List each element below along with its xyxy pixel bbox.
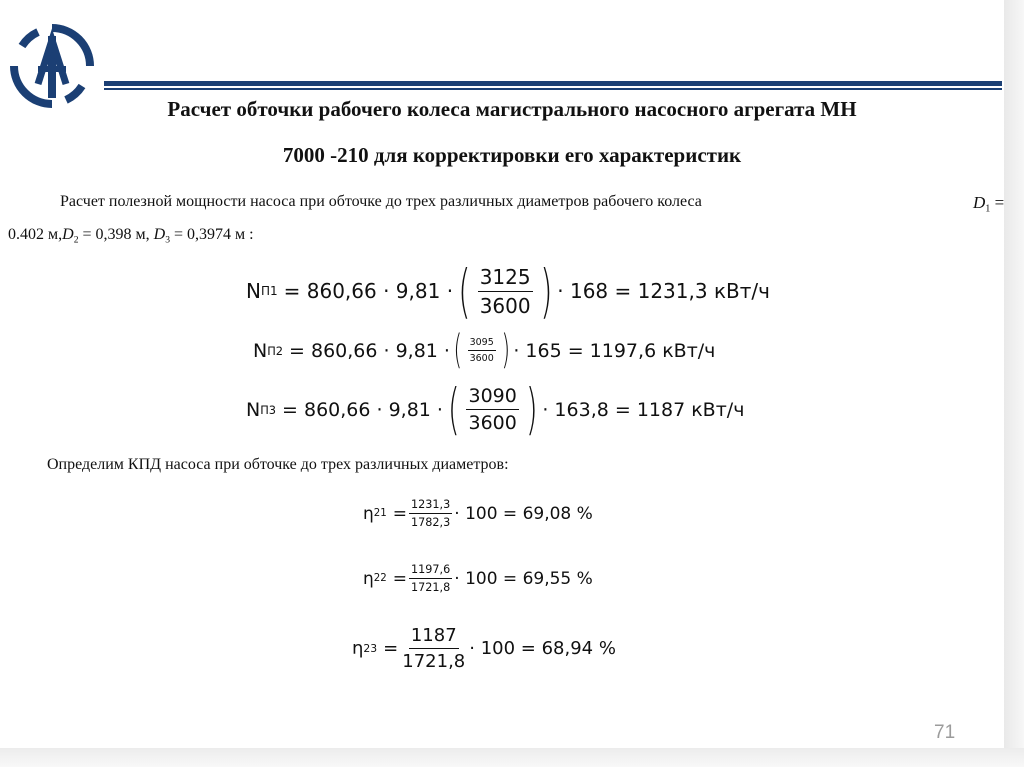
d2-sub: 2	[73, 234, 79, 246]
eq-lhs: = 860,66 · 9,81 ·	[289, 339, 450, 362]
eq-symbol: N	[253, 339, 268, 362]
d2-label: D	[62, 226, 74, 243]
power-equation-3	[246, 377, 745, 441]
fraction	[409, 498, 452, 529]
eq-equals: =	[392, 503, 407, 524]
fraction	[409, 563, 452, 594]
eq-symbol: η	[352, 638, 364, 659]
d1-value: 0.402 м,	[8, 226, 63, 243]
page-number: 71	[934, 722, 956, 743]
slide-title-line-2: 7000 -210 для корректировки его характеристик	[282, 143, 742, 167]
right-paren: )	[539, 257, 553, 325]
fraction-den: 1721,8	[402, 651, 466, 672]
power-equation-2	[253, 327, 716, 373]
d1-label: D	[973, 193, 986, 212]
fraction	[400, 625, 467, 672]
eq-sub: П1	[260, 284, 278, 298]
eq-symbol: N	[246, 398, 261, 421]
d1-sub: 1	[985, 203, 991, 215]
eq-rhs: · 100 = 68,94 %	[469, 638, 616, 659]
fraction	[468, 337, 496, 364]
fraction-den: 1721,8	[411, 581, 451, 594]
fraction-num: 3090	[466, 385, 518, 410]
d3-label: D	[153, 226, 166, 243]
left-paren: (	[447, 377, 460, 441]
right-paren: )	[501, 327, 510, 373]
header-rule-thin	[104, 88, 1002, 90]
efficiency-equation-2	[363, 563, 593, 594]
fraction-num: 3125	[478, 265, 533, 292]
eq-rhs: · 168 = 1231,3 кВт/ч	[557, 279, 770, 303]
eq-sub: П2	[267, 343, 284, 358]
fraction-num: 1187	[409, 625, 459, 649]
fraction-num: 1231,3	[409, 498, 452, 514]
fraction	[478, 265, 533, 318]
d3-sub: 3	[165, 234, 170, 246]
eq-lhs: = 860,66 · 9,81 ·	[283, 279, 454, 303]
eq-sub: 21	[373, 508, 387, 519]
slide-title-line-1: Расчет обточки рабочего колеса магистрального насосного агрегата МН	[167, 97, 857, 121]
efficiency-equation-1	[363, 498, 593, 529]
header-rule	[104, 81, 1002, 86]
eq-equals: =	[392, 568, 407, 589]
eq-equals: =	[383, 638, 399, 659]
fraction-den: 3600	[468, 412, 517, 435]
d1-variable	[973, 193, 1004, 215]
d2-value: = 0,398 м,	[78, 226, 150, 243]
page-shadow-bottom	[0, 748, 1024, 767]
eq-symbol: η	[363, 503, 374, 524]
eq-symbol: η	[363, 568, 374, 589]
fraction	[466, 385, 518, 434]
fraction-num: 1197,6	[409, 563, 452, 579]
intro-text: Расчет полезной мощности насоса при обточке до трех различных диаметров рабочего колеса	[60, 193, 702, 210]
power-equation-1	[246, 257, 770, 325]
eq-sub: П3	[260, 402, 277, 417]
eq-symbol: N	[246, 279, 261, 303]
efficiency-equation-3	[352, 625, 616, 672]
fraction-num: 3095	[468, 337, 496, 351]
eq-sub: 23	[363, 642, 378, 655]
eq-rhs: · 100 = 69,55 %	[454, 568, 593, 589]
fraction-den: 3600	[469, 353, 494, 365]
eq-rhs: · 100 = 69,08 %	[454, 503, 593, 524]
d1-eq: =	[990, 193, 1005, 212]
diameter-values	[8, 226, 254, 245]
left-paren: (	[453, 327, 463, 373]
eq-lhs: = 860,66 · 9,81 ·	[282, 398, 443, 421]
d3-value: = 0,3974 м	[170, 226, 246, 243]
intro-colon: :	[245, 226, 254, 243]
eq-rhs: · 165 = 1197,6 кВт/ч	[513, 339, 716, 362]
eq-sub: 22	[373, 573, 387, 584]
fraction-den: 1782,3	[411, 516, 451, 529]
eq-rhs: · 163,8 = 1187 кВт/ч	[542, 398, 745, 421]
efficiency-intro: Определим КПД насоса при обточке до трех различных диаметров:	[47, 456, 509, 473]
fraction-den: 3600	[479, 293, 531, 318]
right-paren: )	[525, 377, 538, 441]
left-paren: (	[458, 257, 471, 325]
